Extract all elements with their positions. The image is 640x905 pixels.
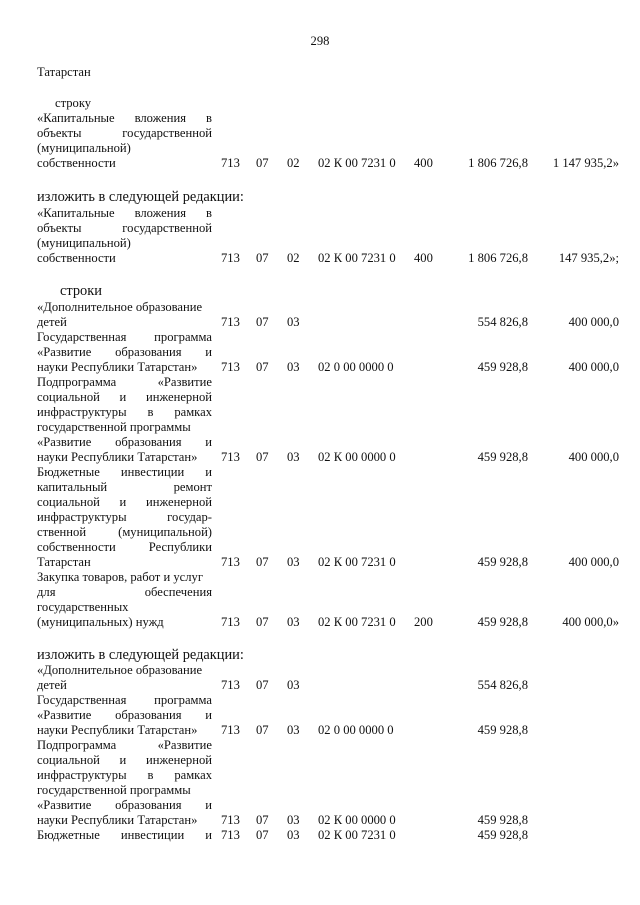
old-row5-amount-1: 459 928,8 <box>477 615 528 629</box>
old-row3-amount-1: 459 928,8 <box>477 450 528 464</box>
new-row4-amount-1: 459 928,8 <box>477 828 528 842</box>
block2-target-article: 02 К 00 7231 0 <box>318 251 396 265</box>
page-number: 298 <box>310 34 330 48</box>
new-row3-subsection: 03 <box>287 813 300 827</box>
old-row2-description: Государственная программа «Развитие образования и науки Республики Татарстан» <box>37 330 212 374</box>
block1-expense-type: 400 <box>414 156 433 170</box>
new-row2-section: 07 <box>256 723 269 737</box>
new-row2-ministry: 713 <box>221 723 240 737</box>
new-row4-target-article: 02 К 00 7231 0 <box>318 828 396 842</box>
old-row3-section: 07 <box>256 450 269 464</box>
old-row5-amount-2: 400 000,0» <box>562 615 619 629</box>
new-row4-section: 07 <box>256 828 269 842</box>
old-row2-ministry: 713 <box>221 360 240 374</box>
old-row2-target-article: 02 0 00 0000 0 <box>318 360 394 374</box>
heading-edit-2: изложить в следующей редакции: <box>37 647 244 663</box>
new-row1-ministry: 713 <box>221 678 240 692</box>
old-row3-ministry: 713 <box>221 450 240 464</box>
old-row4-description: Бюджетные инвестиции и капитальный ремонт социальной и инженерной инфраструктуры государ- ственной (муниципальной) собственности Республики Татарстан <box>37 465 212 569</box>
old-row1-subsection: 03 <box>287 315 300 329</box>
block1-target-article: 02 К 00 7231 0 <box>318 156 396 170</box>
old-row3-description: Подпрограмма «Развитие социальной и инженерной инфраструктуры в рамках государственной программы «Развитие образования и науки Республики Татарстан» <box>37 375 212 464</box>
new-row3-section: 07 <box>256 813 269 827</box>
new-row3-description: Подпрограмма «Развитие социальной и инженерной инфраструктуры в рамках государственной программы «Развитие образования и науки Республики Татарстан» <box>37 738 212 827</box>
old-row5-ministry: 713 <box>221 615 240 629</box>
old-row2-subsection: 03 <box>287 360 300 374</box>
block1-amount-2: 1 147 935,2» <box>552 156 619 170</box>
old-row4-section: 07 <box>256 555 269 569</box>
block2-subsection: 02 <box>287 251 300 265</box>
new-row2-target-article: 02 0 00 0000 0 <box>318 723 394 737</box>
label-stroki: строки <box>60 283 102 299</box>
new-row3-amount-1: 459 928,8 <box>477 813 528 827</box>
block2-expense-type: 400 <box>414 251 433 265</box>
old-row1-description: «Дополнительное образование детей <box>37 300 203 329</box>
old-row3-target-article: 02 К 00 0000 0 <box>318 450 396 464</box>
old-row5-expense-type: 200 <box>414 615 433 629</box>
old-row5-description: Закупка товаров, работ и услуг для обеспечения государственных (муниципальных) нужд <box>37 570 212 629</box>
old-row1-amount-1: 554 826,8 <box>477 315 528 329</box>
new-row2-subsection: 03 <box>287 723 300 737</box>
old-row2-section: 07 <box>256 360 269 374</box>
block1-amount-1: 1 806 726,8 <box>468 156 528 170</box>
new-row3-ministry: 713 <box>221 813 240 827</box>
old-row4-amount-2: 400 000,0 <box>568 555 619 569</box>
old-row3-subsection: 03 <box>287 450 300 464</box>
new-row4-subsection: 03 <box>287 828 300 842</box>
old-row4-amount-1: 459 928,8 <box>477 555 528 569</box>
block1-description: «Капитальные вложения в объекты государственной (муниципальной) собственности <box>37 111 212 170</box>
new-row2-description: Государственная программа «Развитие образования и науки Республики Татарстан» <box>37 693 212 737</box>
block2-amount-1: 1 806 726,8 <box>468 251 528 265</box>
old-row3-amount-2: 400 000,0 <box>568 450 619 464</box>
old-row4-subsection: 03 <box>287 555 300 569</box>
old-row2-amount-2: 400 000,0 <box>568 360 619 374</box>
new-row4-description: Бюджетные инвестиции и <box>37 828 212 842</box>
block2-description: «Капитальные вложения в объекты государственной (муниципальной) собственности <box>37 206 212 265</box>
region-line: Татарстан <box>37 65 91 79</box>
new-row1-subsection: 03 <box>287 678 300 692</box>
new-row2-amount-1: 459 928,8 <box>477 723 528 737</box>
old-row1-ministry: 713 <box>221 315 240 329</box>
new-row1-amount-1: 554 826,8 <box>477 678 528 692</box>
old-row4-target-article: 02 К 00 7231 0 <box>318 555 396 569</box>
new-row1-section: 07 <box>256 678 269 692</box>
block1-subsection: 02 <box>287 156 300 170</box>
new-row3-target-article: 02 К 00 0000 0 <box>318 813 396 827</box>
old-row5-subsection: 03 <box>287 615 300 629</box>
old-row4-ministry: 713 <box>221 555 240 569</box>
label-stroku: строку <box>55 96 92 110</box>
block2-section: 07 <box>256 251 269 265</box>
old-row2-amount-1: 459 928,8 <box>477 360 528 374</box>
block1-section: 07 <box>256 156 269 170</box>
block2-ministry: 713 <box>221 251 240 265</box>
old-row1-amount-2: 400 000,0 <box>568 315 619 329</box>
new-row1-description: «Дополнительное образование детей <box>37 663 203 692</box>
block1-ministry: 713 <box>221 156 240 170</box>
old-row1-section: 07 <box>256 315 269 329</box>
heading-edit-1: изложить в следующей редакции: <box>37 189 244 205</box>
new-row4-ministry: 713 <box>221 828 240 842</box>
old-row5-section: 07 <box>256 615 269 629</box>
old-row5-target-article: 02 К 00 7231 0 <box>318 615 396 629</box>
block2-amount-2: 147 935,2»; <box>558 251 619 265</box>
